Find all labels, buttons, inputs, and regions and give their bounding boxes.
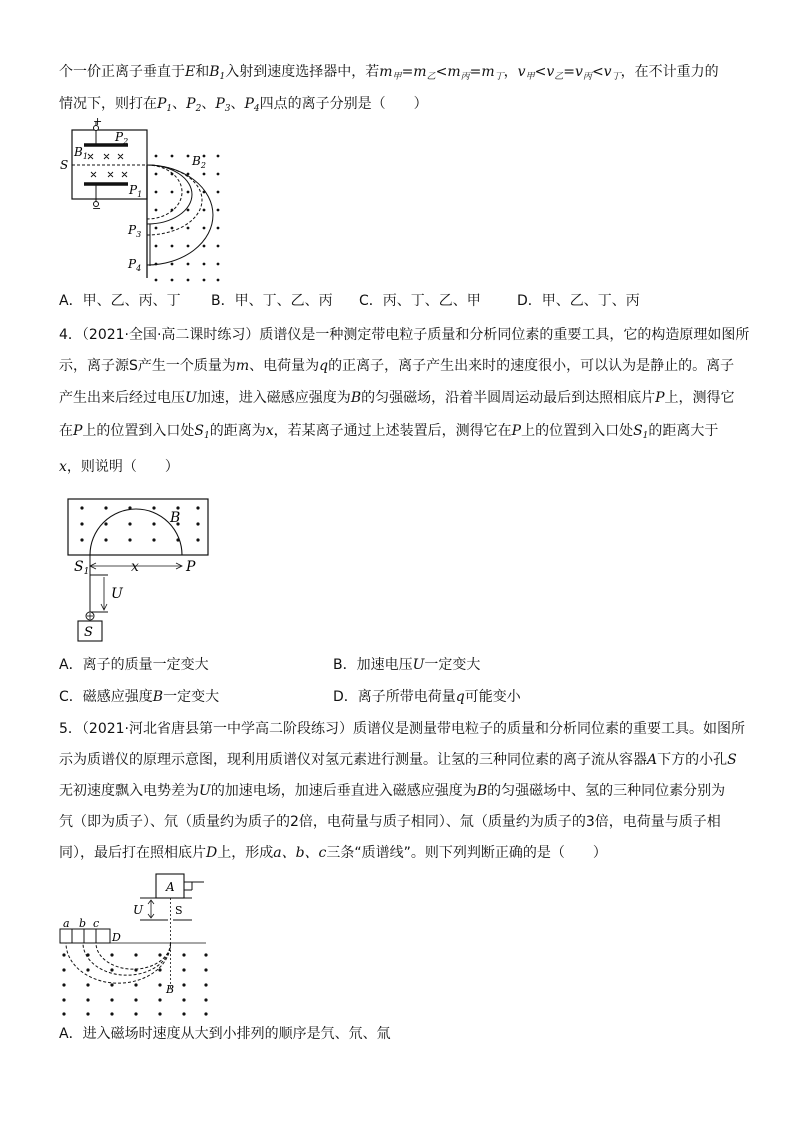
field-dot [204, 983, 207, 986]
q4-option-c[interactable]: C．磁感应强度B一定变大 [59, 689, 220, 705]
q4-fig-P: P [186, 559, 196, 575]
field-dot [217, 155, 220, 158]
q3-fig-P2: $P_2$ [115, 130, 129, 146]
field-dot [217, 227, 220, 230]
field-dot [80, 506, 83, 509]
q3-fig-P4: $P_4$ [128, 257, 142, 273]
field-dot [203, 279, 206, 282]
q4-stem-line-1: 4．（2021·全国·高二课时练习）质谱仪是一种测定带电粒子质量和分析同位素的重要工具，它的构造原理如图所 [59, 327, 750, 343]
field-dot [128, 538, 131, 541]
q4-fig-x: x [131, 559, 139, 575]
q5-magnetic-field-dots [62, 953, 207, 1015]
q5-fig-a: a [63, 917, 70, 930]
field-dot [80, 538, 83, 541]
field-dot [86, 968, 89, 971]
field-dot [171, 155, 174, 158]
q5-fig-D: D [112, 931, 121, 944]
field-dot [155, 209, 158, 212]
field-dot [104, 538, 107, 541]
q5-stem-line-4: 氕（即为质子）、氘（质量约为质子的2倍，电荷量与质子相同）、氚（质量约为质子的3倍，电荷量与质子相 [59, 814, 721, 830]
field-dot [62, 983, 65, 986]
field-dot [155, 155, 158, 158]
field-dot [86, 983, 89, 986]
field-dot [134, 953, 137, 956]
field-dot [110, 1012, 113, 1015]
field-dot [134, 983, 137, 986]
field-dot [182, 983, 185, 986]
field-dot [203, 209, 206, 212]
q3-stem-line-1: 个一价正离子垂直于E和$B_1$入射到速度选择器中，若$m_甲=m_乙<m_丙=m_丁$，$v_甲<v_乙=v_丙<v_丁$，在不计重力的 [59, 64, 719, 82]
field-dot [62, 998, 65, 1001]
field-dot [187, 155, 190, 158]
q5-fig-c: c [93, 917, 100, 930]
q4-stem-line-3: 产生出来后经过电压U加速，进入磁感应强度为B的匀强磁场，沿着半圆周运动最后到达照相底片P上，测得它 [59, 390, 735, 406]
field-dot [158, 983, 161, 986]
field-dot [171, 263, 174, 266]
field-dot [217, 209, 220, 212]
q3-fig-B2: $B_2$ [192, 154, 206, 170]
field-dot [196, 506, 199, 509]
field-dot [155, 245, 158, 248]
q4-fig-S1: $S_1$ [74, 559, 90, 577]
field-dot [86, 1012, 89, 1015]
field-dot [196, 522, 199, 525]
field-dot [171, 191, 174, 194]
q4-magnetic-field-dots [80, 506, 199, 541]
field-dot [182, 953, 185, 956]
q3-velocity-selector-figure [56, 118, 226, 288]
field-dot [62, 953, 65, 956]
field-dot [152, 506, 155, 509]
field-dot [62, 968, 65, 971]
field-dot [203, 173, 206, 176]
q3-fig-P3: $P_3$ [128, 223, 142, 239]
q4-stem-line-2: 示，离子源S产生一个质量为m、电荷量为q的正离子，离子产生出来时的速度很小，可以认为是静止的。离子 [59, 358, 735, 374]
field-dot [110, 968, 113, 971]
field-dot [217, 173, 220, 176]
field-dot [182, 998, 185, 1001]
field-dot [203, 155, 206, 158]
field-dot [204, 998, 207, 1001]
q3-option-a[interactable]: A．甲、乙、丙、丁 [59, 293, 181, 309]
q4-fig-B: B [170, 510, 181, 526]
field-dot [110, 983, 113, 986]
field-dot [155, 191, 158, 194]
field-dot [204, 953, 207, 956]
field-dot [203, 263, 206, 266]
field-dot [171, 227, 174, 230]
q5-fig-b: b [79, 917, 87, 930]
field-dot [155, 279, 158, 282]
q5-stem-line-1: 5．（2021·河北省唐县第一中学高二阶段练习）质谱仪是测量带电粒子的质量和分析同位素的重要工具。如图所 [59, 721, 745, 737]
field-dot [86, 998, 89, 1001]
field-dot [217, 279, 220, 282]
field-dot [158, 998, 161, 1001]
field-dot [187, 227, 190, 230]
field-dot [187, 209, 190, 212]
q3-magnetic-field-dots [155, 155, 220, 282]
q5-fig-A: A [166, 880, 175, 894]
field-dot [155, 227, 158, 230]
field-dot [134, 998, 137, 1001]
q4-option-d[interactable]: D．离子所带电荷量q可能变小 [333, 689, 521, 705]
field-dot [152, 538, 155, 541]
field-dot [110, 953, 113, 956]
q3-option-c[interactable]: C．丙、丁、乙、甲 [359, 293, 481, 309]
q4-option-a[interactable]: A．离子的质量一定变大 [59, 657, 209, 673]
q4-fig-S: S [84, 625, 93, 640]
q3-fig-B1: $B_1$ [74, 145, 88, 161]
q4-option-b[interactable]: B．加速电压U一定变大 [333, 657, 481, 673]
field-dot [158, 1012, 161, 1015]
field-dot [171, 245, 174, 248]
q3-fig-S: S [60, 158, 69, 172]
field-dot [134, 1012, 137, 1015]
field-dot [217, 191, 220, 194]
field-dot [203, 245, 206, 248]
field-dot [110, 998, 113, 1001]
field-dot [182, 968, 185, 971]
q3-stem-line-2: 情况下，则打在$P_1$、$P_2$、$P_3$、$P_4$四点的离子分别是（ ） [59, 96, 428, 114]
field-dot [182, 1012, 185, 1015]
field-dot [196, 538, 199, 541]
field-dot [80, 522, 83, 525]
field-dot [155, 173, 158, 176]
q5-isotope-spectrometer-figure [56, 868, 226, 1018]
field-dot [104, 522, 107, 525]
q5-stem-line-5: 同），最后打在照相底片D上，形成a、b、c三条“质谱线”。则下列判断正确的是（ ） [59, 845, 607, 861]
q4-mass-spectrometer-figure [60, 494, 220, 646]
field-dot [187, 245, 190, 248]
q3-option-b[interactable]: B．甲、丁、乙、丙 [211, 293, 333, 309]
q3-fig-P1: $P_1$ [129, 183, 143, 199]
q5-stem-line-3: 无初速度飘入电势差为U的加速电场，加速后垂直进入磁感应强度为B的匀强磁场中、氢的三种同位素分别为 [59, 783, 726, 799]
q4-fig-U: U [111, 586, 123, 602]
field-dot [187, 279, 190, 282]
field-dot [187, 191, 190, 194]
field-dot [152, 522, 155, 525]
field-dot [158, 953, 161, 956]
q4-stem-line-5: x，则说明（ ） [59, 459, 179, 475]
q4-stem-line-4: 在P上的位置到入口处$S_1$的距离为x，若某离子通过上述装置后，测得它在P上的位置到入口处$S_1$的距离大于 [59, 423, 719, 441]
field-dot [171, 279, 174, 282]
q5-fig-U: U [133, 903, 144, 917]
field-dot [204, 968, 207, 971]
field-dot [128, 522, 131, 525]
q3-option-d[interactable]: D．甲、乙、丁、丙 [517, 293, 640, 309]
q3-fig-plus: + [93, 118, 103, 128]
field-dot [62, 1012, 65, 1015]
q5-fig-B: B [166, 983, 175, 996]
field-dot [187, 263, 190, 266]
field-dot [158, 968, 161, 971]
q5-fig-S: S [175, 904, 183, 917]
field-dot [204, 1012, 207, 1015]
field-dot [104, 506, 107, 509]
field-dot [203, 227, 206, 230]
q5-stem-line-2: 示为质谱仪的原理示意图，现利用质谱仪对氢元素进行测量。让氢的三种同位素的离子流从容器A下方的小孔S [59, 752, 737, 768]
field-dot [217, 263, 220, 266]
field-dot [217, 245, 220, 248]
q3-fig-minus: − [92, 202, 102, 215]
q5-option-a[interactable]: A．进入磁场时速度从大到小排列的顺序是氕、氘、氚 [59, 1026, 391, 1042]
